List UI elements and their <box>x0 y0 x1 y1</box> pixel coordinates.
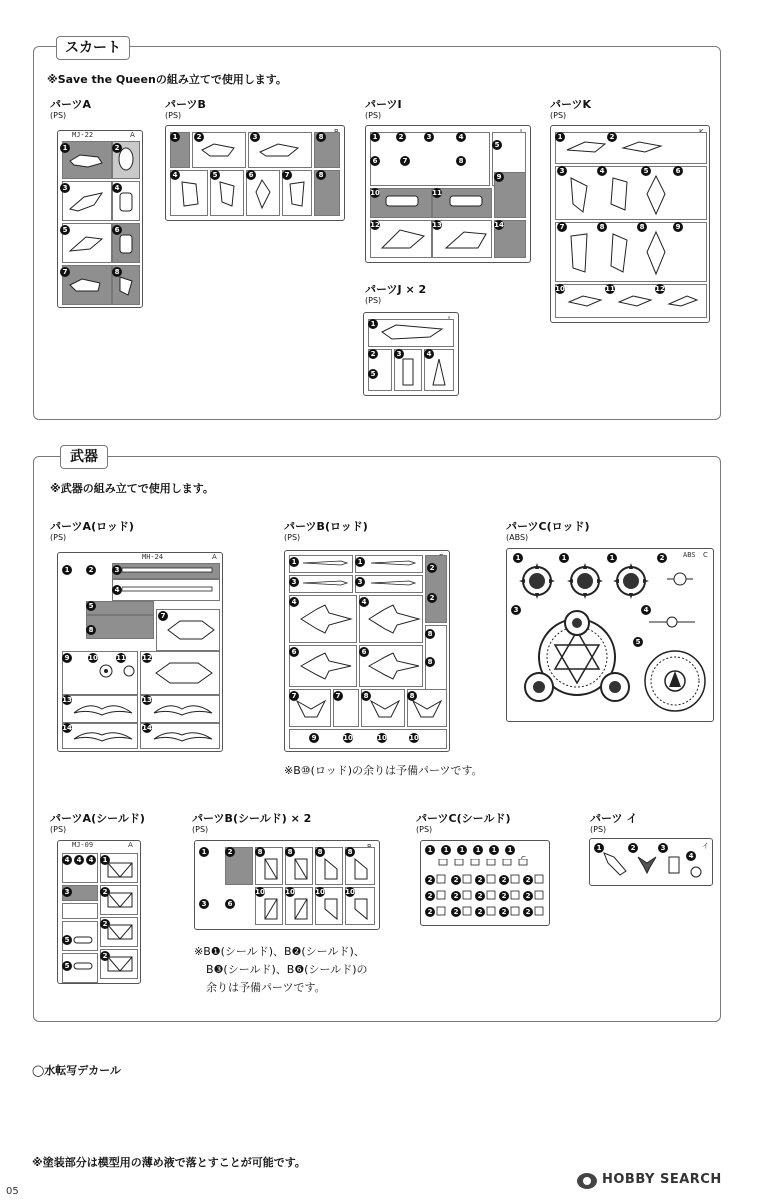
footnote: ※塗装部分は模型用の薄め液で落とすことが可能です。 <box>32 1156 306 1169</box>
hobby-search-text: HOBBY SEARCH <box>602 1172 722 1187</box>
runner-letter: C <box>703 551 708 559</box>
page-number: 05 <box>6 1186 19 1197</box>
part-i-label: パーツI (PS) <box>365 98 402 120</box>
part-a-label: パーツA (PS) <box>50 98 92 120</box>
part-b-shield-label: パーツB(シールド) × 2 (PS) <box>192 812 312 834</box>
part-k-label: パーツK (PS) <box>550 98 592 120</box>
part-c-rod-label: パーツC(ロッド) (ABS) <box>506 520 590 542</box>
runner-b-rod: 1 1 3 3 2 2 4 4 6 6 8 8 7 7 8 8 9 10 10 10 <box>284 550 450 752</box>
spare-shield-line-3: 余りは予備パーツです。 <box>206 981 326 994</box>
runner-b-shield: 1 2 8 8 8 8 3 6 10 10 10 10 <box>194 840 380 930</box>
part-c-shield-label: パーツC(シールド) (PS) <box>416 812 511 834</box>
runner-letter: A <box>128 841 133 849</box>
hobby-search-logo <box>576 1170 752 1192</box>
runner-code: ABS <box>683 551 696 559</box>
skirt-section-title: スカート <box>56 36 130 60</box>
part-a-shield-label: パーツA(シールド) (PS) <box>50 812 145 834</box>
part-b-rod-label: パーツB(ロッド) (PS) <box>284 520 368 542</box>
runner-letter: A <box>212 553 217 561</box>
spare-shield-line-2: B❸(シールド)、B❻(シールド)の <box>206 963 368 976</box>
part-b-label: パーツB (PS) <box>165 98 206 120</box>
spare-rod-note: ※B⑩(ロッド)の余りは予備パーツです。 <box>284 764 483 777</box>
part-j-label: パーツJ × 2 (PS) <box>365 283 427 305</box>
skirt-note: ※Save the Queenの組み立てで使用します。 <box>47 73 287 86</box>
part-a-rod-label: パーツA(ロッド) (PS) <box>50 520 134 542</box>
runner-i-kana: イ 1 2 3 4 <box>589 838 713 886</box>
runner-j-skirt: 1 2 3 4 5 <box>363 312 459 396</box>
runner-code: MH-24 <box>142 553 164 561</box>
runner-c-rod: ABS C 1 1 1 2 3 4 5 <box>506 548 714 722</box>
runner-code: MJ-22 <box>72 131 94 139</box>
part-i-kana-label: パーツ イ (PS) <box>590 812 638 834</box>
runner-b-skirt: 1 2 3 8 4 5 6 7 8 <box>165 125 345 221</box>
runner-a-rod: MH-24 A 1 2 3 4 5 7 8 9 10 11 12 13 13 14 14 <box>57 552 223 752</box>
runner-c-shield: 1 1 1 1 1 1 2 2 2 2 2 2 2 2 2 2 2 2 2 2 2 <box>420 840 550 926</box>
runner-a-shield: MJ-09 A 4 4 4 1 3 2 2 5 2 5 <box>57 840 141 984</box>
runner-code: MJ-09 <box>72 841 94 849</box>
runner-letter: A <box>130 131 135 139</box>
spare-shield-line-1: ※B❶(シールド)、B❷(シールド)、 <box>194 945 365 958</box>
runner-letter: イ <box>702 842 709 850</box>
runner-k-skirt: 1 2 3 4 5 6 7 8 8 9 10 11 12 <box>550 125 710 323</box>
decal-label: ◯水転写デカール <box>32 1064 121 1077</box>
runner-i-skirt: 1 2 3 4 5 6 7 8 9 10 11 12 13 14 <box>365 125 531 263</box>
weapon-section-title: 武器 <box>60 445 108 469</box>
runner-a-skirt: MJ-22 A 1 2 3 4 5 6 7 8 <box>57 130 143 308</box>
weapon-note: ※武器の組み立てで使用します。 <box>50 482 214 495</box>
hobby-search-badge-icon <box>576 1172 598 1190</box>
